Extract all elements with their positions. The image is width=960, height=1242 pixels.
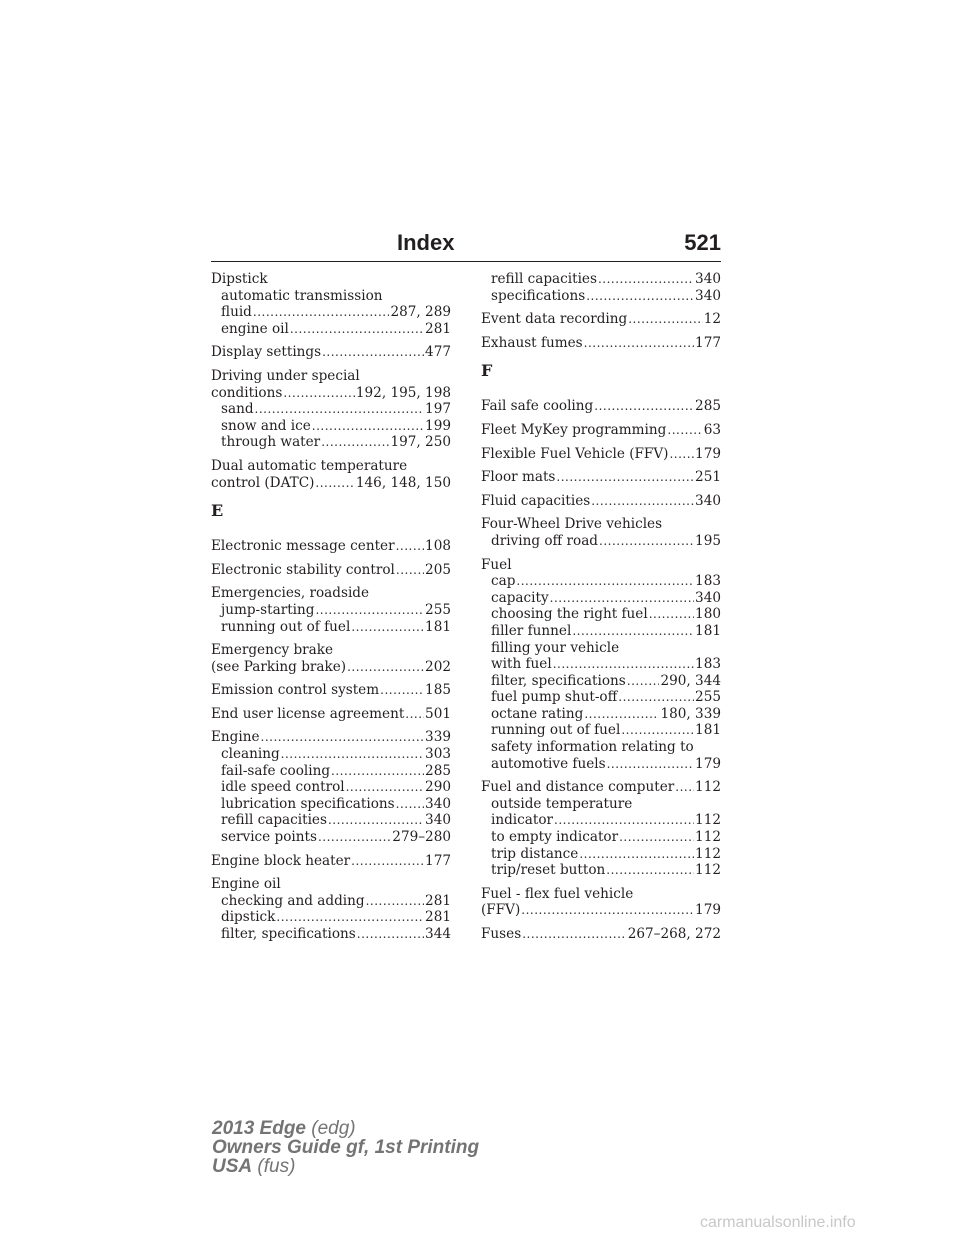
index-entry-line bbox=[211, 344, 451, 361]
entry-text: filler funnel bbox=[491, 622, 572, 639]
page-reference: 290 bbox=[425, 779, 451, 796]
entry-text: refill capacities bbox=[491, 271, 597, 287]
page-reference: 146, 148, 150 bbox=[355, 474, 451, 491]
page-reference: 197 bbox=[425, 401, 451, 418]
entry-text: service points bbox=[221, 829, 317, 846]
entry-text: filter, specifications bbox=[491, 672, 626, 689]
entry-text: Emergency brake bbox=[211, 642, 334, 659]
index-entry-line bbox=[481, 398, 721, 415]
entry-text: Event data recording bbox=[481, 311, 628, 328]
index-entry bbox=[481, 311, 721, 328]
dot-leader bbox=[607, 756, 694, 773]
page-reference: 112 bbox=[695, 862, 721, 879]
footer-line-2 bbox=[212, 1138, 479, 1157]
dot-leader bbox=[315, 475, 354, 492]
index-subentry bbox=[481, 829, 721, 846]
dot-leader bbox=[599, 533, 694, 550]
page-reference: 303 bbox=[425, 746, 451, 763]
dot-leader bbox=[318, 829, 391, 846]
page-reference: 340 bbox=[695, 271, 721, 287]
page-reference: 205 bbox=[425, 561, 451, 578]
page-reference: 267–268, 272 bbox=[627, 926, 721, 942]
dot-leader bbox=[553, 656, 694, 673]
page-reference: 112 bbox=[695, 779, 721, 796]
entry-text: Display settings bbox=[211, 344, 322, 361]
page-reference: 185 bbox=[425, 682, 451, 699]
index-entry-line bbox=[211, 642, 451, 659]
page-reference: 340 bbox=[695, 492, 721, 509]
entry-text: control (DATC) bbox=[211, 474, 315, 491]
index-letter-heading: E bbox=[211, 501, 224, 521]
page-reference: 255 bbox=[425, 601, 451, 618]
dot-leader bbox=[584, 706, 659, 723]
index-subentry bbox=[211, 434, 451, 451]
footer-market: USA bbox=[212, 1156, 253, 1177]
index-entry bbox=[211, 642, 451, 675]
entry-text: Four-Wheel Drive vehicles bbox=[481, 516, 663, 533]
dot-leader bbox=[321, 434, 389, 451]
index-subentry bbox=[481, 812, 721, 829]
index-entry bbox=[481, 926, 721, 943]
dot-leader bbox=[584, 335, 694, 352]
entry-text: automotive fuels bbox=[491, 755, 606, 772]
index-entry bbox=[211, 562, 451, 579]
index-subentry bbox=[481, 689, 721, 706]
index-subentry bbox=[481, 673, 721, 690]
entry-text: Emergencies, roadside bbox=[211, 585, 370, 602]
dot-leader bbox=[255, 401, 425, 418]
entry-text: Dual automatic temperature bbox=[211, 457, 408, 474]
index-subentry bbox=[211, 401, 451, 418]
entry-text: Dipstick bbox=[211, 271, 268, 287]
dot-leader bbox=[405, 706, 424, 723]
index-entry bbox=[481, 886, 721, 919]
page-reference: 281 bbox=[425, 892, 451, 909]
dot-leader bbox=[598, 271, 694, 288]
index-entry-line bbox=[211, 368, 451, 385]
index-entry bbox=[481, 446, 721, 463]
dot-leader bbox=[667, 422, 702, 439]
entry-text: Fuel - flex fuel vehicle bbox=[481, 885, 634, 902]
dot-leader bbox=[550, 590, 694, 607]
index-subentry bbox=[481, 288, 721, 305]
entry-text: engine oil bbox=[221, 320, 289, 337]
entry-text: sand bbox=[221, 401, 254, 418]
entry-text: Electronic stability control bbox=[211, 561, 395, 578]
entry-text: Engine oil bbox=[211, 876, 281, 893]
index-entry bbox=[211, 682, 451, 699]
header-rule bbox=[211, 261, 721, 262]
index-subentry bbox=[481, 722, 721, 739]
entry-text: outside temperature bbox=[491, 795, 633, 812]
entry-text: Fuel and distance computer bbox=[481, 779, 675, 796]
index-entry bbox=[211, 876, 451, 942]
page-reference: 180, 339 bbox=[660, 705, 721, 722]
index-subentry bbox=[481, 533, 721, 550]
entry-text: specifications bbox=[491, 287, 586, 304]
entry-text: conditions bbox=[211, 384, 283, 401]
entry-text: cap bbox=[491, 573, 516, 590]
page-reference: 180 bbox=[695, 606, 721, 623]
entry-text: trip/reset button bbox=[491, 862, 606, 879]
index-subentry bbox=[481, 640, 721, 657]
page-reference: 12 bbox=[703, 311, 721, 328]
dot-leader bbox=[261, 729, 425, 746]
dot-leader bbox=[649, 606, 694, 623]
dot-leader bbox=[556, 469, 694, 486]
dot-leader bbox=[346, 779, 424, 796]
dot-leader bbox=[591, 493, 694, 510]
index-entry-line bbox=[481, 335, 721, 352]
footer-model: 2013 Edge bbox=[212, 1118, 306, 1139]
dot-leader bbox=[606, 862, 694, 879]
index-entry-line bbox=[481, 311, 721, 328]
page-reference: 285 bbox=[695, 398, 721, 415]
index-entry-line bbox=[211, 682, 451, 699]
entry-text: Exhaust fumes bbox=[481, 334, 583, 351]
dot-leader bbox=[522, 926, 627, 943]
index-entry-line bbox=[211, 729, 451, 746]
page-reference: 195 bbox=[695, 532, 721, 549]
index-entry-line bbox=[211, 659, 451, 676]
entry-text: safety information relating to bbox=[491, 739, 694, 756]
dot-leader bbox=[253, 304, 390, 321]
entry-text: automatic transmission bbox=[221, 287, 383, 304]
dot-leader bbox=[351, 619, 424, 636]
page-reference: 183 bbox=[695, 573, 721, 590]
index-entry bbox=[481, 335, 721, 352]
page-reference: 63 bbox=[703, 421, 721, 438]
index-subentry bbox=[481, 606, 721, 623]
dot-leader bbox=[396, 562, 424, 579]
index-column-left bbox=[211, 271, 451, 950]
index-subentry bbox=[481, 846, 721, 863]
footer-imprint bbox=[212, 1119, 479, 1176]
page-reference: 181 bbox=[695, 722, 721, 739]
index-entry-line bbox=[211, 385, 451, 402]
index-entry-line bbox=[481, 446, 721, 463]
entry-text: Driving under special bbox=[211, 367, 360, 384]
index-column-right bbox=[481, 271, 721, 950]
index-entry-line bbox=[481, 886, 721, 903]
index-entry-line bbox=[481, 516, 721, 533]
entry-text: (see Parking brake) bbox=[211, 658, 347, 675]
index-entry bbox=[211, 853, 451, 870]
index-subentry bbox=[211, 746, 451, 763]
index-subentry bbox=[211, 304, 451, 321]
index-entry bbox=[481, 271, 721, 304]
page-reference: 290, 344 bbox=[660, 672, 721, 689]
dot-leader bbox=[628, 311, 702, 328]
page-reference: 340 bbox=[425, 812, 451, 829]
entry-text: capacity bbox=[491, 589, 549, 606]
index-entry bbox=[211, 368, 451, 451]
index-entry-line bbox=[211, 562, 451, 579]
page-reference: 192, 195, 198 bbox=[355, 384, 451, 401]
dot-leader bbox=[594, 398, 694, 415]
entry-text: checking and adding bbox=[221, 892, 365, 909]
page-reference: 255 bbox=[695, 689, 721, 706]
entry-text: Fuses bbox=[481, 926, 522, 942]
page-reference: 181 bbox=[425, 618, 451, 635]
dot-leader bbox=[290, 321, 424, 338]
index-subentry bbox=[481, 756, 721, 773]
index-entry bbox=[481, 557, 721, 773]
index-entry bbox=[481, 469, 721, 486]
dot-leader bbox=[675, 779, 694, 796]
dot-leader bbox=[347, 659, 424, 676]
page-reference: 179 bbox=[695, 902, 721, 919]
index-entry-line bbox=[481, 902, 721, 919]
entry-text: dipstick bbox=[221, 909, 276, 926]
index-entry bbox=[211, 271, 451, 337]
entry-text: running out of fuel bbox=[491, 722, 621, 739]
index-subentry bbox=[481, 271, 721, 288]
index-entry-line bbox=[481, 469, 721, 486]
page-reference: 183 bbox=[695, 656, 721, 673]
section-title: Index bbox=[397, 230, 455, 255]
index-entry-line bbox=[481, 493, 721, 510]
dot-leader bbox=[579, 846, 694, 863]
dot-leader bbox=[322, 344, 424, 361]
index-entry-line bbox=[481, 422, 721, 439]
entry-text: Fluid capacities bbox=[481, 492, 591, 509]
index-entry bbox=[211, 585, 451, 635]
watermark: carmanualsonline.info bbox=[700, 1214, 856, 1231]
dot-leader bbox=[521, 902, 694, 919]
dot-leader bbox=[516, 573, 694, 590]
index-subentry bbox=[481, 573, 721, 590]
page-reference: 251 bbox=[695, 469, 721, 486]
dot-leader bbox=[357, 926, 424, 943]
index-subentry bbox=[211, 321, 451, 338]
entry-text: filling your vehicle bbox=[491, 639, 620, 656]
index-subentry bbox=[211, 909, 451, 926]
entry-text: (FFV) bbox=[481, 902, 521, 919]
entry-text: End user license agreement bbox=[211, 705, 405, 722]
dot-leader bbox=[621, 722, 694, 739]
index-entry bbox=[481, 398, 721, 415]
index-entry-line bbox=[211, 271, 451, 288]
entry-text: fuel pump shut-off bbox=[491, 689, 618, 706]
index-entry-line bbox=[481, 557, 721, 574]
index-entry bbox=[481, 516, 721, 549]
index-entry-line bbox=[211, 475, 451, 492]
page-reference: 477 bbox=[425, 344, 451, 361]
index-entry-line bbox=[211, 853, 451, 870]
entry-text: Floor mats bbox=[481, 469, 556, 486]
index-subentry bbox=[211, 619, 451, 636]
index-entry-line bbox=[211, 585, 451, 602]
dot-leader bbox=[351, 853, 424, 870]
dot-leader bbox=[328, 812, 424, 829]
index-subentry bbox=[481, 862, 721, 879]
entry-text: filter, specifications bbox=[221, 926, 356, 942]
page-reference: 181 bbox=[695, 622, 721, 639]
index-subentry bbox=[211, 796, 451, 813]
entry-text: idle speed control bbox=[221, 779, 345, 796]
index-entry-line bbox=[211, 538, 451, 555]
entry-text: Fleet MyKey programming bbox=[481, 421, 667, 438]
entry-text: refill capacities bbox=[221, 812, 327, 829]
index-entry-line bbox=[481, 779, 721, 796]
page-reference: 281 bbox=[425, 909, 451, 926]
page-reference: 339 bbox=[425, 729, 451, 746]
index-subentry bbox=[481, 656, 721, 673]
page-reference: 197, 250 bbox=[390, 434, 451, 451]
page-reference: 177 bbox=[425, 852, 451, 869]
entry-text: cleaning bbox=[221, 746, 280, 763]
entry-text: Fail safe cooling bbox=[481, 398, 594, 415]
dot-leader bbox=[396, 538, 424, 555]
page-reference: 112 bbox=[695, 845, 721, 862]
page-reference: 344 bbox=[425, 926, 451, 942]
page-reference: 202 bbox=[425, 658, 451, 675]
index-subentry bbox=[211, 418, 451, 435]
page-header bbox=[211, 228, 721, 262]
dot-leader bbox=[669, 446, 694, 463]
dot-leader bbox=[315, 602, 424, 619]
footer-guide: Owners Guide gf, 1st Printing bbox=[212, 1137, 480, 1158]
footer-model-code: (edg) bbox=[311, 1118, 356, 1139]
entry-text: Engine bbox=[211, 729, 260, 746]
entry-text: through water bbox=[221, 434, 321, 451]
page-reference: 279–280 bbox=[392, 829, 451, 846]
index-entry bbox=[481, 422, 721, 439]
page-number: 521 bbox=[684, 230, 721, 255]
entry-text: trip distance bbox=[491, 845, 579, 862]
index-subentry bbox=[481, 590, 721, 607]
entry-text: with fuel bbox=[491, 656, 552, 673]
footer-line-1 bbox=[212, 1119, 479, 1138]
entry-text: lubrication specifications bbox=[221, 795, 395, 812]
entry-text: to empty indicator bbox=[491, 829, 619, 846]
page-reference: 340 bbox=[695, 287, 721, 304]
index-entry bbox=[211, 729, 451, 845]
index-subentry bbox=[481, 623, 721, 640]
page-reference: 340 bbox=[425, 795, 451, 812]
page-reference: 108 bbox=[425, 538, 451, 555]
entry-text: snow and ice bbox=[221, 417, 311, 434]
index-entry-line bbox=[211, 706, 451, 723]
entry-text: choosing the right fuel bbox=[491, 606, 648, 623]
page-reference: 281 bbox=[425, 320, 451, 337]
dot-leader bbox=[276, 909, 424, 926]
index-subentry bbox=[481, 796, 721, 813]
index-entry-line bbox=[211, 876, 451, 893]
index-subentry bbox=[211, 288, 451, 305]
dot-leader bbox=[554, 812, 694, 829]
index-subentry bbox=[211, 829, 451, 846]
entry-text: Flexible Fuel Vehicle (FFV) bbox=[481, 445, 669, 462]
page-reference: 199 bbox=[425, 417, 451, 434]
entry-text: jump-starting bbox=[221, 601, 315, 618]
entry-text: Engine block heater bbox=[211, 852, 351, 869]
entry-text: running out of fuel bbox=[221, 618, 351, 635]
dot-leader bbox=[281, 746, 424, 763]
entry-text: Fuel bbox=[481, 556, 512, 573]
index-entry bbox=[211, 538, 451, 555]
index-subentry bbox=[211, 602, 451, 619]
dot-leader bbox=[331, 763, 424, 780]
entry-text: Electronic message center bbox=[211, 538, 395, 555]
index-entry bbox=[211, 458, 451, 491]
index-subentry bbox=[211, 926, 451, 943]
page-reference: 285 bbox=[425, 762, 451, 779]
page-reference: 287, 289 bbox=[390, 304, 451, 321]
entry-text: indicator bbox=[491, 812, 554, 829]
dot-leader bbox=[627, 673, 660, 690]
index-entry bbox=[211, 706, 451, 723]
index-letter-heading: F bbox=[481, 361, 493, 381]
index-subentry bbox=[481, 739, 721, 756]
dot-leader bbox=[619, 829, 694, 846]
page-reference: 501 bbox=[425, 705, 451, 722]
entry-text: Emission control system bbox=[211, 682, 380, 699]
page-reference: 112 bbox=[695, 812, 721, 829]
dot-leader bbox=[366, 893, 424, 910]
index-entry-line bbox=[211, 458, 451, 475]
entry-text: driving off road bbox=[491, 532, 599, 549]
dot-leader bbox=[586, 288, 694, 305]
index-entry bbox=[481, 493, 721, 510]
page-reference: 179 bbox=[695, 445, 721, 462]
footer-line-3 bbox=[212, 1157, 479, 1176]
index-subentry bbox=[211, 779, 451, 796]
index-subentry bbox=[211, 763, 451, 780]
index-entry bbox=[211, 344, 451, 361]
dot-leader bbox=[618, 689, 694, 706]
index-subentry bbox=[211, 893, 451, 910]
index-entry-line bbox=[481, 926, 721, 943]
page-reference: 340 bbox=[695, 589, 721, 606]
index-subentry bbox=[481, 706, 721, 723]
index-entry bbox=[481, 779, 721, 879]
dot-leader bbox=[380, 682, 424, 699]
footer-market-code: (fus) bbox=[257, 1156, 296, 1177]
entry-text: octane rating bbox=[491, 705, 584, 722]
entry-text: fluid bbox=[221, 304, 252, 321]
dot-leader bbox=[283, 385, 355, 402]
index-subentry bbox=[211, 812, 451, 829]
page-reference: 177 bbox=[695, 334, 721, 351]
page-reference: 179 bbox=[695, 755, 721, 772]
dot-leader bbox=[396, 796, 424, 813]
dot-leader bbox=[312, 418, 424, 435]
entry-text: fail-safe cooling bbox=[221, 762, 331, 779]
dot-leader bbox=[572, 623, 694, 640]
page-reference: 112 bbox=[695, 829, 721, 846]
